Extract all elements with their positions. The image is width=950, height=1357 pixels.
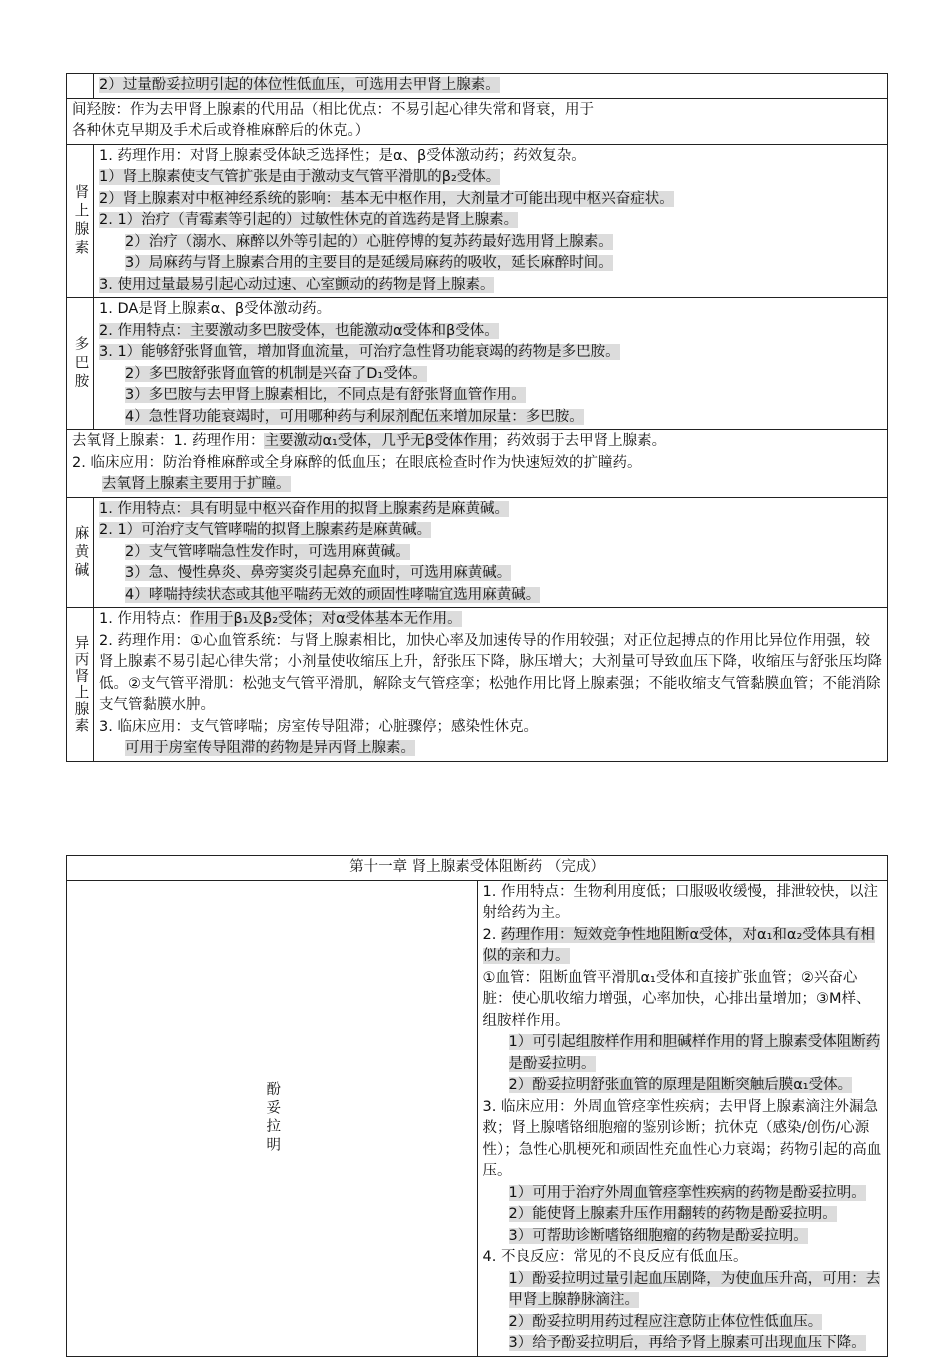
row-text: 1. 药理作用：对肾上腺素受体缺乏选择性；是α、β受体激动药；药效复杂。	[99, 147, 586, 164]
row-text: 3. 1）能够舒张肾血管，增加肾血流量，可治疗急性肾功能衰竭的药物是多巴胺。	[99, 344, 620, 360]
row-text: 2. 药理作用：①心血管系统：与肾上腺素相比，加快心率及加速传导的作用较强；对正位起搏点的作用比异位作用强，较肾上腺素不易引起心律失常；小剂量使收缩压上升，舒张压下降，脉压增大；大剂量可导致血压下降，收缩压与舒张压均降低。②支气管平滑肌：松弛支气管平滑肌，解除支气管痉挛；松弛作用比肾上腺素强；不能收缩支气管黏膜血管；不能消除支气管黏膜水肿。	[99, 632, 882, 713]
row-text: 4）急性肾功能衰竭时，可用哪种药与利尿剂配伍来增加尿量：多巴胺。	[125, 408, 584, 425]
row-text: 2. 1）可治疗支气管哮喘的拟肾上腺素药是麻黄碱。	[99, 522, 432, 538]
row-text: 3）可帮助诊断嗜铬细胞瘤的药物是酚妥拉明。	[508, 1227, 808, 1244]
row-text: 1）酚妥拉明过量引起血压剧降，为使血压升高，可用：去甲肾上腺静脉滴注。	[508, 1270, 881, 1308]
table-row	[67, 74, 888, 99]
table-row	[67, 298, 888, 430]
table-cell	[67, 430, 888, 498]
table-row	[67, 430, 888, 498]
table-cell	[94, 74, 888, 99]
row-text: 3）给予酚妥拉明后，再给予肾上腺素可出现血压下降。	[508, 1335, 866, 1351]
row-text: 3. 使用过量最易引起心动过速、心室颤动的药物是肾上腺素。	[99, 276, 495, 293]
row-text: 2. 1）治疗（青霉素等引起的）过敏性休克的首选药是肾上腺素。	[99, 212, 519, 228]
row-text: 药理作用：短效竞争性地阻断α受体，对α₁和α₂受体具有相似的亲和力。	[482, 926, 875, 964]
side-label: 肾上腺素	[67, 144, 94, 298]
drug-table-1	[66, 73, 888, 762]
row-text: 主要激动α₁受体，几乎无β受体作用	[264, 433, 493, 449]
row-text: 间羟胺：作为去甲肾上腺素的代用品（相比优点：不易引起心律失常和肾衰，用于	[72, 101, 594, 118]
row-text: 1）可引起组胺样作用和胆碱样作用的肾上腺素受体阻断药是酚妥拉明。	[508, 1034, 881, 1072]
table-cell	[94, 608, 888, 762]
row-text: 1）肾上腺素使支气管扩张是由于激动支气管平滑肌的β₂受体。	[99, 169, 501, 185]
row-text: 3）多巴胺与去甲肾上腺素相比，不同点是有舒张肾血管作用。	[125, 387, 526, 403]
row-text: 2）能使肾上腺素升压作用翻转的药物是酚妥拉明。	[508, 1206, 837, 1222]
side-label: 多巴胺	[67, 298, 94, 430]
table-row	[67, 98, 888, 144]
table-cell	[477, 880, 888, 1356]
row-text: 3. 临床应用：支气管哮喘；房室传导阻滞；心脏骤停；感染性休克。	[99, 718, 538, 735]
side-label-empty	[67, 74, 94, 99]
row-text: 2）酚妥拉明舒张血管的原理是阻断突触后膜α₁受体。	[508, 1077, 853, 1093]
table-row	[67, 144, 888, 298]
row-text: 2. 作用特点：主要激动多巴胺受体，也能激动α受体和β受体。	[99, 322, 499, 339]
table-row	[67, 497, 888, 608]
row-text: 去氧肾上腺素：1. 药理作用：	[72, 433, 265, 449]
side-label: 麻黄碱	[67, 497, 94, 608]
row-text: 可用于房室传导阻滞的药物是异丙肾上腺素。	[125, 740, 415, 756]
table-row	[67, 880, 888, 1356]
table-cell	[94, 497, 888, 608]
table-row	[67, 856, 888, 881]
chapter-title: 第十一章 肾上腺素受体阻断药 （完成）	[67, 856, 888, 881]
row-text: 2.	[482, 926, 501, 943]
row-text: 4. 不良反应：常见的不良反应有低血压。	[482, 1249, 748, 1265]
row-text: 3）急、慢性鼻炎、鼻旁窦炎引起鼻充血时，可选用麻黄碱。	[125, 565, 512, 581]
row-text: 2）多巴胺舒张肾血管的机制是兴奋了D₁受体。	[125, 365, 427, 382]
row-text: 3）局麻药与肾上腺素合用的主要目的是延缓局麻药的吸收，延长麻醉时间。	[125, 255, 613, 271]
row-text: 1. 作用特点：具有明显中枢兴奋作用的拟肾上腺素药是麻黄碱。	[99, 500, 509, 517]
row-text: 2）治疗（溺水、麻醉以外等引起的）心脏停博的复苏药最好选用肾上腺素。	[125, 233, 613, 250]
side-label: 异丙肾上腺素	[67, 608, 94, 762]
row-text: 1. 作用特点：	[99, 611, 190, 627]
row-text: 各种休克早期及手术后或脊椎麻醉后的休克。）	[72, 123, 370, 139]
row-text: ①血管：阻断血管平滑肌α₁受体和直接扩张血管；②兴奋心脏：使心肌收缩力增强，心率加快，心排出量增加；③M样、组胺样作用。	[482, 969, 871, 1029]
row-text: 2）酚妥拉明用药过程应注意防止体位性低血压。	[508, 1313, 823, 1330]
row-text: 3. 临床应用：外周血管痉挛性疾病；去甲肾上腺素滴注外漏急救；肾上腺嗜铬细胞瘤的鉴别诊断；抗休克（感染/创伤/心源性）；急性心肌梗死和顽固性充血性心力衰竭；药物引起的高血压。	[482, 1098, 882, 1179]
row-text: 2）肾上腺素对中枢神经系统的影响：基本无中枢作用，大剂量才可能出现中枢兴奋症状。	[99, 190, 674, 207]
row-text: 去氧肾上腺素主要用于扩瞳。	[102, 476, 291, 492]
side-label: 酚妥拉明	[67, 880, 478, 1356]
row-text: ；药效弱于去甲肾上腺素。	[492, 433, 667, 449]
table-cell	[67, 98, 888, 144]
table-cell	[94, 298, 888, 430]
row-text: 作用于β₁及β₂受体；对α受体基本无作用。	[189, 611, 462, 627]
row-text: 2）支气管哮喘急性发作时，可选用麻黄碱。	[125, 543, 410, 560]
row-text: 2. 临床应用：防治脊椎麻醉或全身麻醉的低血压；在眼底检查时作为快速短效的扩瞳药。	[72, 454, 642, 471]
table-cell	[94, 144, 888, 298]
drug-table-2	[66, 855, 888, 1357]
row-text: 1）可用于治疗外周血管痉挛性疾病的药物是酚妥拉明。	[508, 1184, 866, 1201]
row-text: 1. DA是肾上腺素α、β受体激动药。	[99, 301, 332, 317]
row-text: 2）过量酚妥拉明引起的体位性低血压，可选用去甲肾上腺素。	[99, 77, 500, 93]
table-row	[67, 608, 888, 762]
row-text: 1. 作用特点：生物利用度低；口服吸收缓慢，排泄较快，以注射给药为主。	[482, 883, 878, 921]
row-text: 4）哮喘持续状态或其他平喘药无效的顽固性哮喘宜选用麻黄碱。	[125, 586, 541, 603]
